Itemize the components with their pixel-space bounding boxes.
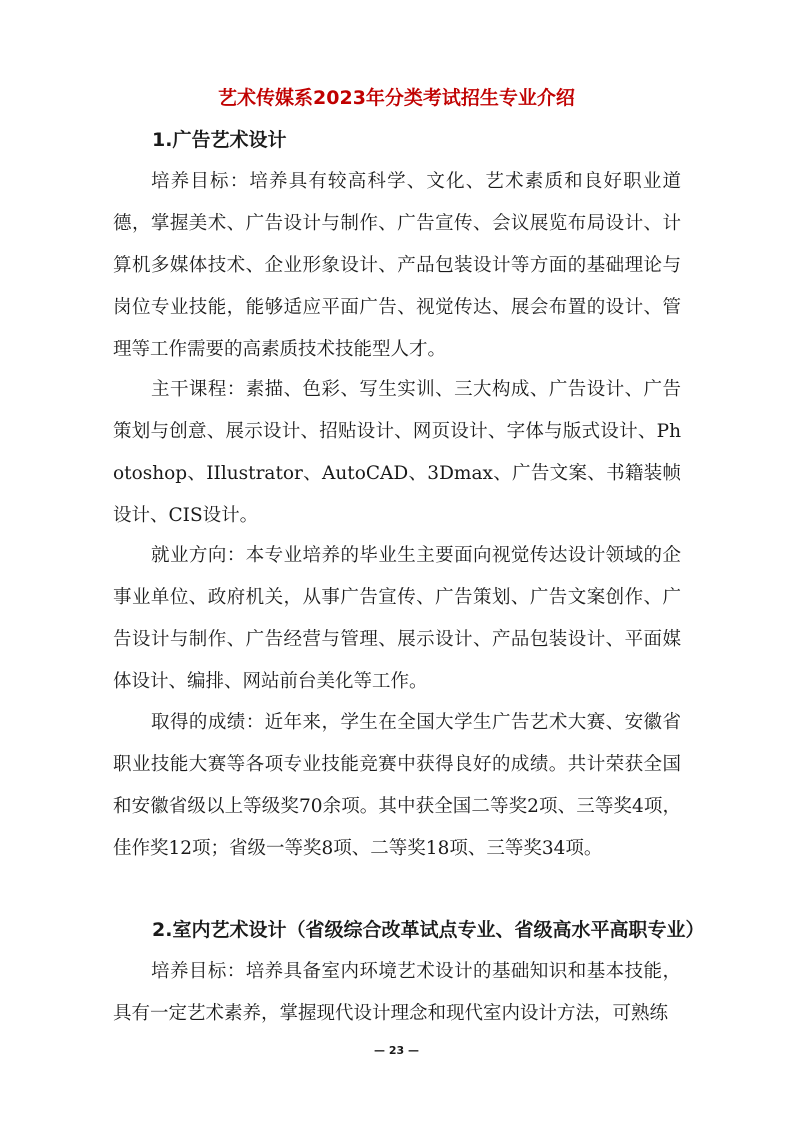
section-heading-1: 1.广告艺术设计 <box>152 129 287 151</box>
document-title: 艺术传媒系2023年分类考试招生专业介绍 <box>218 87 575 109</box>
paragraph-achievements: 取得的成绩：近年来，学生在全国大学生广告艺术大赛、安徽省职业技能大赛等各项专业技能竞赛中获得良好的成绩。共计荣获全国和安徽省级以上等级奖70余项。其中获全国二等奖2项、三等奖4项，佳作奖12项；省级一等奖8项、二等奖18项、三等奖34项。 <box>113 712 681 860</box>
paragraph-employment: 就业方向：本专业培养的毕业生主要面向视觉传达设计领域的企事业单位、政府机关，从事广告宣传、广告策划、广告文案创作、广告设计与制作、广告经营与管理、展示设计、产品包装设计、平面媒体设计、编排、网站前台美化等工作。 <box>113 545 681 693</box>
paragraph-training-goal: 培养目标：培养具有较高科学、文化、艺术素质和良好职业道德，掌握美术、广告设计与制作、广告宣传、会议展览布局设计、计算机多媒体技术、企业形象设计、产品包装设计等方面的基础理论与岗位专业技能，能够适应平面广告、视觉传达、展会布置的设计、管理等工作需要的高素质技术技能型人才。 <box>113 171 681 361</box>
page-number: — 23 — <box>374 1044 419 1057</box>
paragraph-main-courses: 主干课程：素描、色彩、写生实训、三大构成、广告设计、广告策划与创意、展示设计、招贴设计、网页设计、字体与版式设计、Photoshop、IIlustrator、AutoCAD、3Dmax、广告文案、书籍装帧设计、CIS设计。 <box>113 379 681 527</box>
section-heading-2: 2.室内艺术设计（省级综合改革试点专业、省级高水平高职专业） <box>152 919 705 941</box>
paragraph-training-goal-2: 培养目标：培养具备室内环境艺术设计的基础知识和基本技能，具有一定艺术素养，掌握现代设计理念和现代室内设计方法，可熟练 <box>113 961 681 1025</box>
